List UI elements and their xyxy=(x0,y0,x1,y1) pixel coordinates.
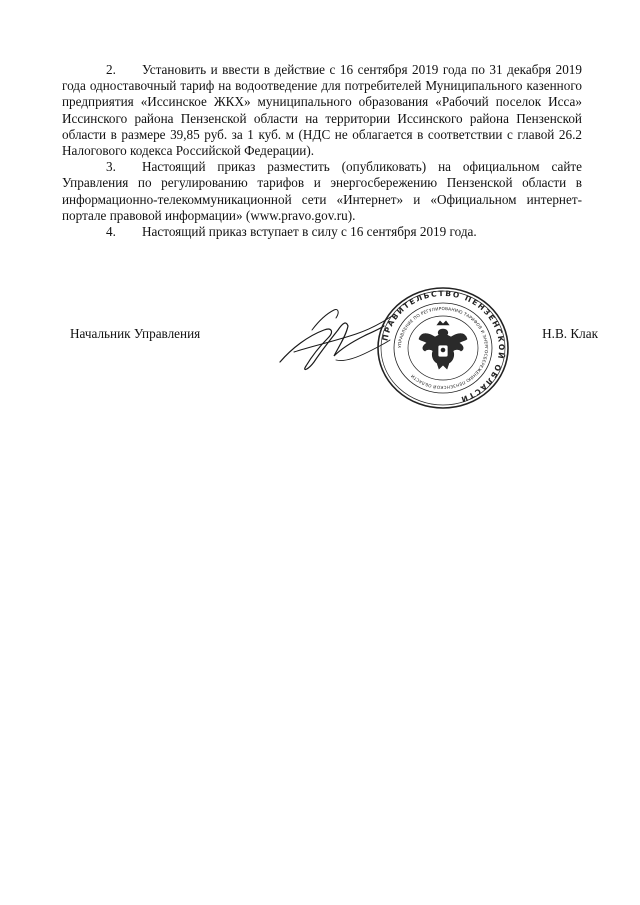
paragraph-text: Установить и ввести в действие с 16 сентября 2019 года по 31 декабря 2019 года одноставочный тариф на водоотведение для потребителей Муниципального казенного предприятия «Иссинское ЖКХ» муниципального образования «Рабочий поселок Исса» Иссинского района Пензенской области на территории Иссинского района Пензенской области в размере 39,85 руб. за 1 куб. м (НДС не облагается в соответствии с главой 26.2 Налогового кодекса Российской Федерации). xyxy=(62,62,582,159)
paragraph-4 xyxy=(62,224,582,240)
paragraph-text: Настоящий приказ разместить (опубликовать) на официальном сайте Управления по регулированию тарифов и энергосбережению Пензенской области в информационно-телекоммуникационной сети «Интернет» и «Официальном интернет-портале правовой информации» (www.pravo.gov.ru). xyxy=(62,159,582,223)
paragraph-number: 3. xyxy=(106,159,116,175)
document-body xyxy=(62,62,582,240)
svg-text:УПРАВЛЕНИЕ ПО РЕГУЛИРОВАНИЮ ТА: УПРАВЛЕНИЕ ПО РЕГУЛИРОВАНИЮ ТАРИФОВ И ЭНЕРГОСБЕРЕЖЕНИЮ ПЕНЗЕНСКОЙ ОБЛАСТИ xyxy=(396,305,490,391)
paragraph-3 xyxy=(62,159,582,224)
signatory-position: Начальник Управления xyxy=(70,326,201,341)
paragraph-number: 4. xyxy=(106,224,116,240)
paragraph-2 xyxy=(62,62,582,159)
coat-of-arms-icon xyxy=(419,321,467,369)
svg-text:ПРАВИТЕЛЬСТВО ПЕНЗЕНСКОЙ ОБЛАС: ПРАВИТЕЛЬСТВО ПЕНЗЕНСКОЙ ОБЛАСТИ xyxy=(380,288,507,405)
official-seal xyxy=(375,285,511,411)
signatory-name: Н.В. Клак xyxy=(542,326,598,341)
paragraph-number: 2. xyxy=(106,62,116,77)
paragraph-text: Настоящий приказ вступает в силу с 16 сентября 2019 года. xyxy=(142,224,477,240)
